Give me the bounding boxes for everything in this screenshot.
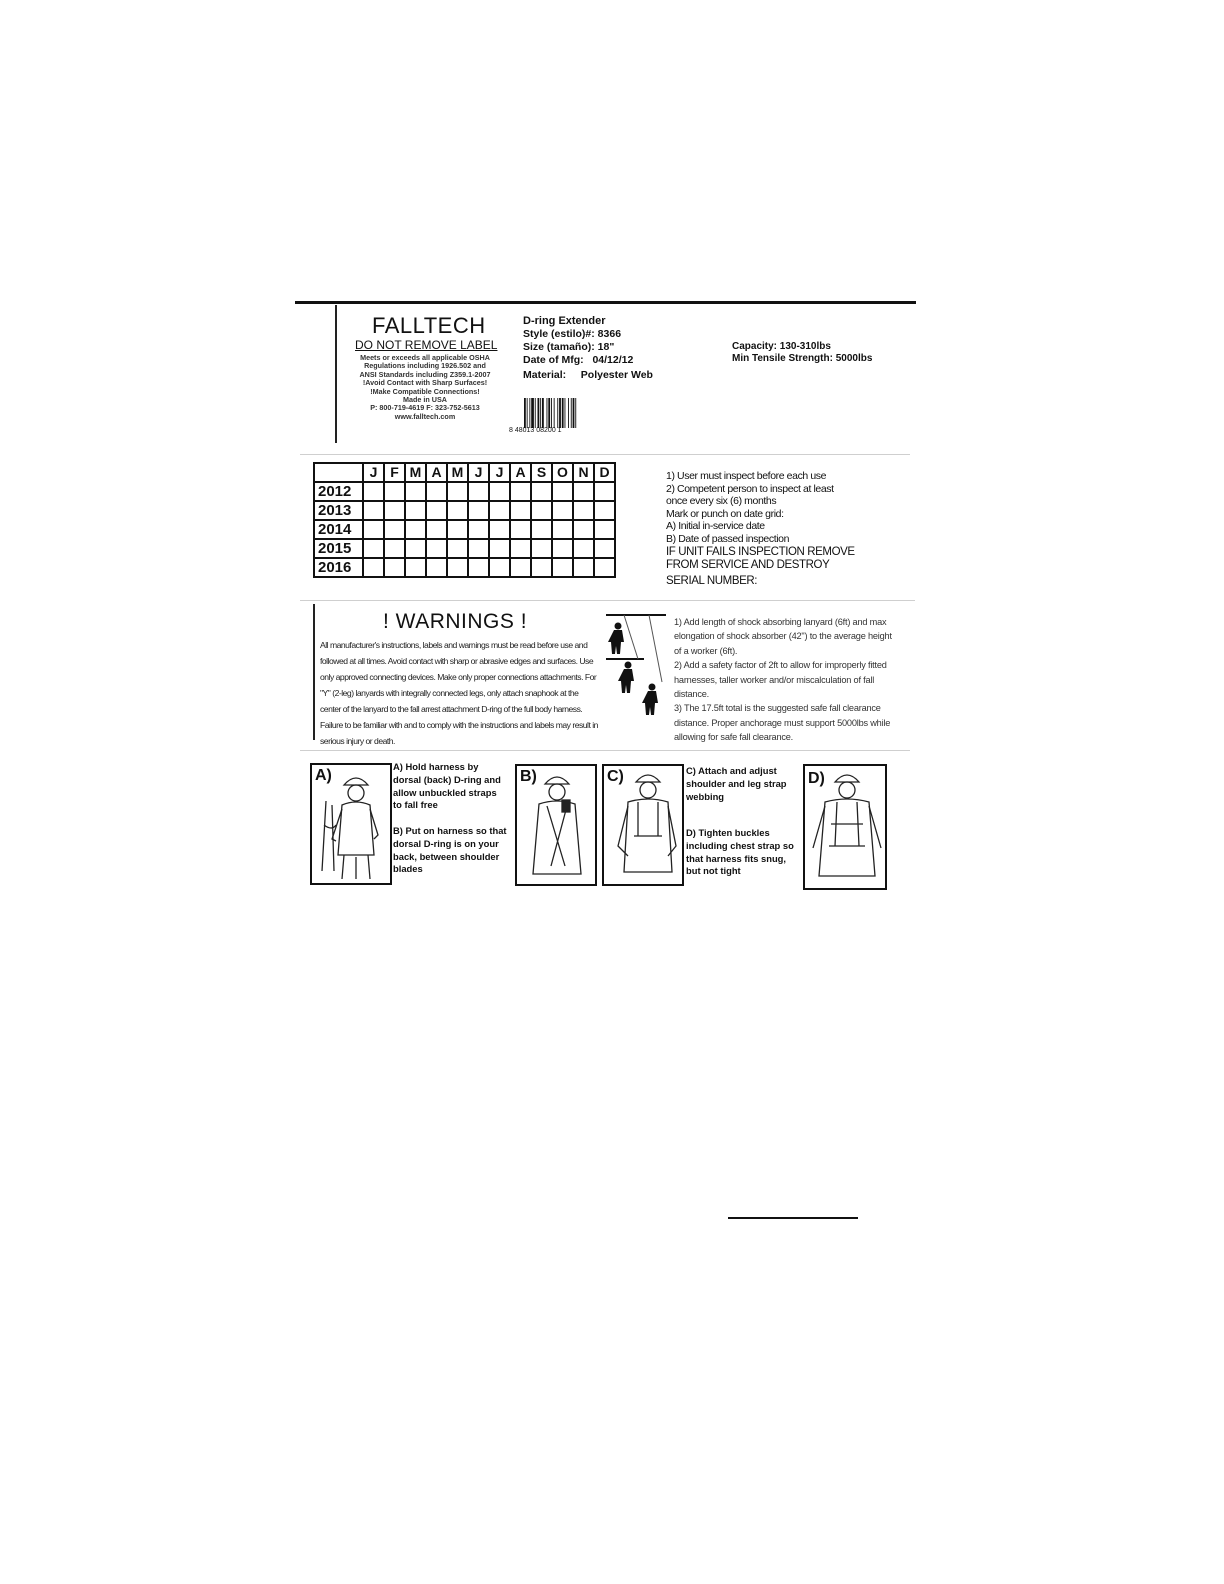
barcode-bar — [573, 398, 575, 428]
month-header: F — [384, 463, 405, 482]
inspection-cell[interactable] — [489, 482, 510, 501]
warnings-title: ! WARNINGS ! — [383, 610, 528, 633]
barcode-bar — [527, 398, 528, 428]
falltech-logo: FALLTECH — [372, 313, 486, 338]
inspection-cell[interactable] — [594, 520, 615, 539]
barcode-bar — [559, 398, 561, 428]
clearance-step: 3) The 17.5ft total is the suggested safe fall clearance distance. Proper anchorage must support 5000lbs while allowing for safe fall clearance. — [674, 703, 891, 743]
barcode-bar — [571, 398, 572, 428]
inspection-note: A) Initial in-service date — [666, 520, 765, 533]
inspection-note: B) Date of passed inspection — [666, 532, 790, 545]
step-c-panel — [602, 764, 684, 886]
month-header: J — [363, 463, 384, 482]
inspection-cell[interactable] — [447, 558, 468, 577]
inspection-cell[interactable] — [384, 539, 405, 558]
step-c-label: C) — [607, 768, 624, 785]
step-b-instruction: B) Put on harness so that dorsal D-ring is on your back, between shoulder blades — [393, 825, 507, 875]
warnings-left-border — [313, 604, 315, 740]
grid-header-row — [314, 463, 615, 482]
barcode-bar — [562, 398, 564, 428]
year-label: 2013 — [314, 501, 363, 520]
inspection-cell[interactable] — [510, 558, 531, 577]
month-header: A — [510, 463, 531, 482]
inspection-cell[interactable] — [552, 539, 573, 558]
inspection-cell[interactable] — [363, 558, 384, 577]
section-divider — [300, 750, 910, 751]
worker-adjusting-straps-illustration — [604, 766, 682, 884]
step-a-label: A) — [315, 767, 332, 784]
inspection-cell[interactable] — [468, 482, 489, 501]
inspection-cell[interactable] — [510, 501, 531, 520]
inspection-cell[interactable] — [363, 501, 384, 520]
inspection-cell[interactable] — [573, 501, 594, 520]
barcode-bar — [548, 398, 550, 428]
inspection-cell[interactable] — [594, 558, 615, 577]
material-label: Material: — [523, 369, 567, 381]
step-c-instruction: C) Attach and adjust shoulder and leg strap webbing — [686, 765, 787, 802]
inspection-cell[interactable] — [405, 501, 426, 520]
worker-holding-harness-illustration — [312, 765, 390, 883]
month-header: O — [552, 463, 573, 482]
inspection-cell[interactable] — [489, 539, 510, 558]
inspection-cell[interactable] — [489, 520, 510, 539]
grid-year-row — [314, 501, 615, 520]
product-date — [523, 354, 653, 367]
barcode-bar — [542, 398, 544, 428]
inspection-notes — [666, 470, 855, 589]
month-header: M — [447, 463, 468, 482]
inspection-cell[interactable] — [384, 501, 405, 520]
inspection-cell[interactable] — [426, 558, 447, 577]
step-d-instruction: D) Tighten buckles including chest strap so that harness fits snug, but not tight — [686, 827, 794, 877]
inspection-cell[interactable] — [552, 482, 573, 501]
barcode-bar — [538, 398, 540, 428]
barcode-number: 8 48013 08200 1 — [509, 427, 562, 434]
inspection-cell[interactable] — [405, 482, 426, 501]
compliance-line: Regulations including 1926.502 and — [364, 361, 486, 371]
barcode-bar — [531, 398, 534, 428]
inspection-cell[interactable] — [363, 520, 384, 539]
inspection-cell[interactable] — [531, 520, 552, 539]
barcode-bar — [547, 398, 548, 428]
inspection-note: FROM SERVICE AND DESTROY — [666, 559, 830, 572]
barcode-image — [524, 398, 596, 428]
date-value: 04/12/12 — [592, 354, 634, 366]
worker-back-view-illustration — [517, 766, 595, 884]
inspection-cell[interactable] — [363, 482, 384, 501]
inspection-cell[interactable] — [384, 558, 405, 577]
barcode-bar — [575, 398, 576, 428]
grid-year-row — [314, 539, 615, 558]
inspection-cell[interactable] — [510, 482, 531, 501]
inspection-cell[interactable] — [405, 558, 426, 577]
month-header: A — [426, 463, 447, 482]
inspection-cell[interactable] — [447, 482, 468, 501]
month-header: D — [594, 463, 615, 482]
section-divider — [300, 600, 915, 601]
inspection-cell[interactable] — [531, 501, 552, 520]
barcode-bar — [557, 398, 558, 428]
barcode-bar — [524, 398, 526, 428]
fall-clearance-text — [674, 615, 896, 745]
barcode-bar — [529, 398, 530, 428]
month-header: M — [405, 463, 426, 482]
compliance-line: Meets or exceeds all applicable OSHA — [360, 353, 490, 362]
inspection-cell[interactable] — [468, 520, 489, 539]
product-title: D-ring Extender — [523, 315, 606, 327]
year-label: 2015 — [314, 539, 363, 558]
grid-year-row — [314, 520, 615, 539]
inspection-cell[interactable] — [573, 482, 594, 501]
compliance-line: ANSI Standards including Z359.1-2007 — [359, 369, 491, 379]
product-size: Size (tamaño): 18" — [523, 341, 615, 353]
inspection-cell[interactable] — [531, 558, 552, 577]
worker-harness-fitted-illustration — [805, 766, 885, 888]
step-a-instruction: A) Hold harness by dorsal (back) D-ring and allow unbuckled straps to fall free — [393, 761, 501, 811]
inspection-note: 2) Competent person to inspect at least — [666, 482, 834, 495]
section-divider — [300, 454, 910, 455]
inspection-cell[interactable] — [426, 501, 447, 520]
inspection-cell[interactable] — [426, 520, 447, 539]
inspection-cell[interactable] — [573, 520, 594, 539]
product-info — [523, 315, 653, 382]
inspection-cell[interactable] — [447, 501, 468, 520]
year-label: 2014 — [314, 520, 363, 539]
label-top-rule — [295, 301, 916, 304]
material-value: Polyester Web — [580, 369, 653, 381]
inspection-cell[interactable] — [489, 558, 510, 577]
barcode-bar — [565, 398, 566, 428]
warnings-body: All manufacturer's instructions, labels and warnings must be read before use and followed at all times. Avoid contact with sharp or abrasive edges and surfaces. Use only approved connecting devices. Make only proper connections attachments. For "Y" (2-leg) lanyards with integrally connected legs, only attach snaphook at the center of the lanyard to the fall arrest attachment D-ring of the full body harness. Failure to be familiar with and to comply with the instructions and labels may result in serious injury or death. — [320, 640, 598, 746]
barcode-bar — [540, 398, 541, 428]
step-b-panel — [515, 764, 597, 886]
inspection-cell[interactable] — [531, 482, 552, 501]
step-d-panel — [803, 764, 887, 890]
product-style: Style (estilo)#: 8366 — [523, 328, 622, 340]
inspection-cell[interactable] — [426, 539, 447, 558]
inspection-cell[interactable] — [594, 501, 615, 520]
compliance-line: www.falltech.com — [394, 411, 456, 421]
barcode-bar — [568, 398, 569, 428]
capacity-info — [732, 341, 872, 365]
inspection-cell[interactable] — [552, 501, 573, 520]
inspection-cell[interactable] — [573, 539, 594, 558]
step-b-label: B) — [520, 768, 537, 785]
tensile-strength-text: Min Tensile Strength: 5000lbs — [732, 353, 873, 364]
inspection-cell[interactable] — [426, 482, 447, 501]
month-header: J — [468, 463, 489, 482]
clearance-step: 1) Add length of shock absorbing lanyard (6ft) and max elongation of shock absorber (42") to the average height of a worker (6ft). — [674, 617, 892, 656]
clearance-step: 2) Add a safety factor of 2ft to allow for improperly fitted harnesses, taller worker and/or miscalculation of fall distance. — [674, 660, 887, 700]
signature-line — [728, 1217, 858, 1219]
inspection-cell[interactable] — [468, 501, 489, 520]
grid-year-row — [314, 558, 615, 577]
year-label: 2012 — [314, 482, 363, 501]
inspection-date-grid — [313, 462, 616, 578]
product-material — [523, 369, 653, 382]
compliance-line: P: 800-719-4619 F: 323-752-5613 — [370, 403, 480, 413]
inspection-cell[interactable] — [531, 539, 552, 558]
compliance-text — [335, 354, 515, 421]
fall-clearance-diagram — [604, 612, 672, 730]
inspection-note: Mark or punch on date grid: — [666, 507, 784, 520]
inspection-cell[interactable] — [384, 520, 405, 539]
month-header: N — [573, 463, 594, 482]
inspection-cell[interactable] — [594, 539, 615, 558]
inspection-cell[interactable] — [489, 501, 510, 520]
inspection-note: IF UNIT FAILS INSPECTION REMOVE — [666, 545, 855, 558]
step-d-label: D) — [808, 770, 825, 787]
serial-number-label: SERIAL NUMBER: — [666, 574, 758, 587]
inspection-cell[interactable] — [447, 520, 468, 539]
inspection-cell[interactable] — [468, 558, 489, 577]
inspection-cell[interactable] — [573, 558, 594, 577]
inspection-cell[interactable] — [405, 520, 426, 539]
inspection-cell[interactable] — [363, 539, 384, 558]
inspection-cell[interactable] — [552, 520, 573, 539]
inspection-cell[interactable] — [552, 558, 573, 577]
compliance-line: !Make Compatible Connections! — [370, 386, 480, 396]
inspection-cell[interactable] — [510, 520, 531, 539]
year-label: 2016 — [314, 558, 363, 577]
inspection-cell[interactable] — [405, 539, 426, 558]
inspection-cell[interactable] — [510, 539, 531, 558]
date-label: Date of Mfg: — [523, 354, 584, 366]
inspection-cell[interactable] — [447, 539, 468, 558]
grid-corner-cell — [314, 463, 363, 482]
inspection-cell[interactable] — [594, 482, 615, 501]
compliance-line: !Avoid Contact with Sharp Surfaces! — [362, 378, 488, 388]
grid-year-row — [314, 482, 615, 501]
capacity-text: Capacity: 130-310lbs — [732, 341, 831, 352]
inspection-cell[interactable] — [468, 539, 489, 558]
compliance-line: Made in USA — [403, 395, 447, 405]
barcode-bar — [535, 398, 536, 428]
inspection-note: once every six (6) months — [666, 495, 777, 508]
inspection-note: 1) User must inspect before each use — [666, 470, 827, 482]
month-header: J — [489, 463, 510, 482]
inspection-cell[interactable] — [384, 482, 405, 501]
step-a-panel — [310, 763, 392, 885]
month-header: S — [531, 463, 552, 482]
do-not-remove-label: DO NOT REMOVE LABEL — [355, 338, 498, 352]
barcode-bar — [554, 398, 555, 428]
barcode-bar — [551, 398, 552, 428]
